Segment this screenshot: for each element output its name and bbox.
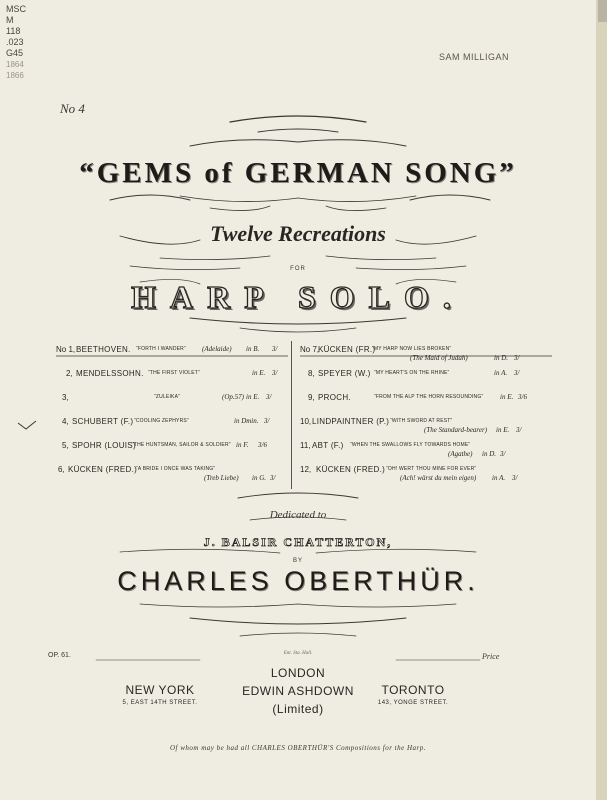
song-entry — [56, 441, 288, 465]
price-label: Price — [482, 652, 500, 661]
song-number: 9, — [308, 393, 315, 402]
call-line: .023 — [6, 37, 24, 47]
song-entry — [56, 393, 288, 417]
publisher-address: 5, EAST 14TH STREET. — [122, 700, 198, 706]
song-key: in B. — [246, 345, 260, 353]
song-key: in E. — [252, 369, 266, 377]
song-title: “FORTH I WANDER” — [136, 346, 186, 352]
publisher-city: LONDON — [270, 666, 326, 680]
subtitle: Twelve Recreations — [210, 221, 386, 246]
composer-name: CHARLES OBERTHÜR. — [117, 566, 479, 596]
song-key: in E. — [500, 393, 514, 401]
song-entry — [56, 369, 288, 393]
song-entry — [56, 345, 288, 369]
song-composer: KÜCKEN (FR.) — [318, 345, 376, 354]
call-line: 118 — [6, 26, 21, 36]
song-list-right — [300, 345, 552, 489]
song-number: 12, — [300, 465, 312, 474]
song-entry — [300, 393, 552, 417]
call-line: 1866 — [6, 71, 24, 80]
dedication-line: Dedicated to — [269, 509, 327, 521]
song-price: 3/ — [514, 369, 520, 377]
song-price: 3/6 — [518, 393, 527, 401]
song-number: 5, — [62, 441, 69, 450]
song-number: 6, — [58, 465, 65, 474]
by-label: BY — [292, 558, 303, 564]
instrument-heading: HARP SOLO. — [131, 279, 465, 315]
song-composer: KÜCKEN (FRED.) — [68, 465, 138, 474]
song-key: in A. — [494, 369, 508, 377]
song-price: 3/ — [272, 345, 278, 353]
song-price: 3/ — [516, 426, 522, 434]
song-composer: ABT (F.) — [312, 441, 344, 450]
song-entry — [300, 345, 552, 369]
song-title: “OH! WERT THOU MINE FOR EVER” — [386, 466, 477, 472]
call-line: 1864 — [6, 60, 24, 69]
song-price: 3/ — [500, 450, 506, 458]
song-entry — [300, 441, 552, 465]
song-price: 3/ — [514, 354, 520, 362]
song-composer: MENDELSSOHN. — [76, 369, 144, 378]
song-subtitle: (Ach! wärst du mein eigen) — [400, 474, 477, 482]
number-mark: No 4 — [60, 101, 85, 116]
publisher-toronto — [358, 683, 468, 706]
song-composer: SPOHR (LOUIS) — [72, 441, 136, 450]
song-title: “FROM THE ALP THE HORN RESOUNDING” — [374, 394, 484, 400]
call-line: G45 — [6, 48, 24, 58]
song-title: “MY HEART'S ON THE RHINE” — [374, 370, 450, 376]
song-number: 4, — [62, 417, 69, 426]
song-entry — [56, 465, 288, 489]
page-corner — [598, 0, 607, 22]
song-price: 3/ — [512, 474, 518, 482]
column-divider — [291, 341, 292, 489]
call-line: MSC — [6, 4, 26, 14]
song-composer: KÜCKEN (FRED.) — [316, 465, 386, 474]
publisher-limited: (Limited) — [272, 702, 324, 716]
song-title: “COOLING ZEPHYRS” — [134, 418, 189, 424]
song-key: in D. — [482, 450, 496, 458]
song-list-left — [56, 345, 288, 489]
song-price: 3/6 — [258, 441, 267, 449]
publisher-firm: EDWIN ASHDOWN — [242, 684, 354, 698]
song-entry — [56, 417, 288, 441]
song-number: 3, — [62, 393, 69, 402]
song-number: 2, — [66, 369, 73, 378]
song-composer: LINDPAINTNER (P.) — [312, 417, 390, 426]
song-number: 10, — [300, 417, 312, 426]
song-title: “A BRIDE I ONCE WAS TAKING” — [136, 466, 216, 472]
song-entry — [300, 417, 552, 441]
song-title: “THE FIRST VIOLET” — [148, 370, 200, 376]
song-composer: SCHUBERT (F.) — [72, 417, 134, 426]
song-title: “WITH SWORD AT REST” — [390, 418, 453, 424]
for-label: FOR — [290, 266, 306, 272]
song-key: in E. — [246, 393, 260, 401]
song-subtitle: (The Standard-bearer) — [424, 426, 488, 434]
footer-note: Of whom may be had all CHARLES OBERTHÜR'S Compositions for the Harp. — [170, 744, 426, 752]
song-number: No 1, — [56, 345, 76, 354]
song-title: “THE HUNTSMAN, SAILOR & SOLDIER” — [132, 442, 231, 448]
song-price: 3/ — [272, 369, 278, 377]
song-entry — [300, 369, 552, 393]
call-line: M — [6, 15, 14, 25]
song-title: “ZULEIKA” — [154, 394, 180, 400]
song-subtitle: (Treb Liebe) — [204, 474, 239, 482]
publisher-city: NEW YORK — [125, 683, 195, 697]
owner-stamp: SAM MILLIGAN — [439, 52, 510, 62]
song-subtitle: (The Maid of Judah) — [410, 354, 468, 362]
song-key: in E. — [496, 426, 510, 434]
song-subtitle: (Op.57) — [222, 393, 244, 401]
song-key: in A. — [492, 474, 506, 482]
opus-number: OP. 61. — [48, 652, 71, 659]
song-key: in G. — [252, 474, 266, 482]
publisher-city: TORONTO — [381, 683, 445, 697]
dedicatee-name: J. BALSIR CHATTERTON, — [203, 535, 393, 549]
main-title: “GEMS of GERMAN SONG” — [79, 157, 517, 189]
song-number: 11, — [300, 441, 311, 450]
song-price: 3/ — [270, 474, 276, 482]
song-title: “MY HARP NOW LIES BROKEN” — [372, 346, 452, 352]
song-subtitle: (Adelaide) — [202, 345, 232, 353]
song-key: in F. — [236, 441, 249, 449]
song-number: No 7, — [300, 345, 320, 354]
song-price: 3/ — [264, 417, 270, 425]
song-key: in D. — [494, 354, 508, 362]
song-composer: SPEYER (W.) — [318, 369, 371, 378]
song-title: “WHEN THE SWALLOWS FLY TOWARDS HOME” — [350, 442, 471, 448]
entered-stationers-hall: Ent. Sta. Hall. — [283, 651, 313, 656]
song-subtitle: (Agathe) — [448, 450, 473, 458]
song-composer: PROCH. — [318, 393, 351, 402]
pencil-tick-mark — [16, 419, 38, 433]
song-composer: BEETHOVEN. — [76, 345, 131, 354]
song-price: 3/ — [266, 393, 272, 401]
page-edge — [596, 0, 607, 800]
song-number: 8, — [308, 369, 315, 378]
publisher-address: 143, YONGE STREET. — [377, 700, 449, 706]
song-entry — [300, 465, 552, 489]
song-key: in Dmin. — [234, 417, 259, 425]
